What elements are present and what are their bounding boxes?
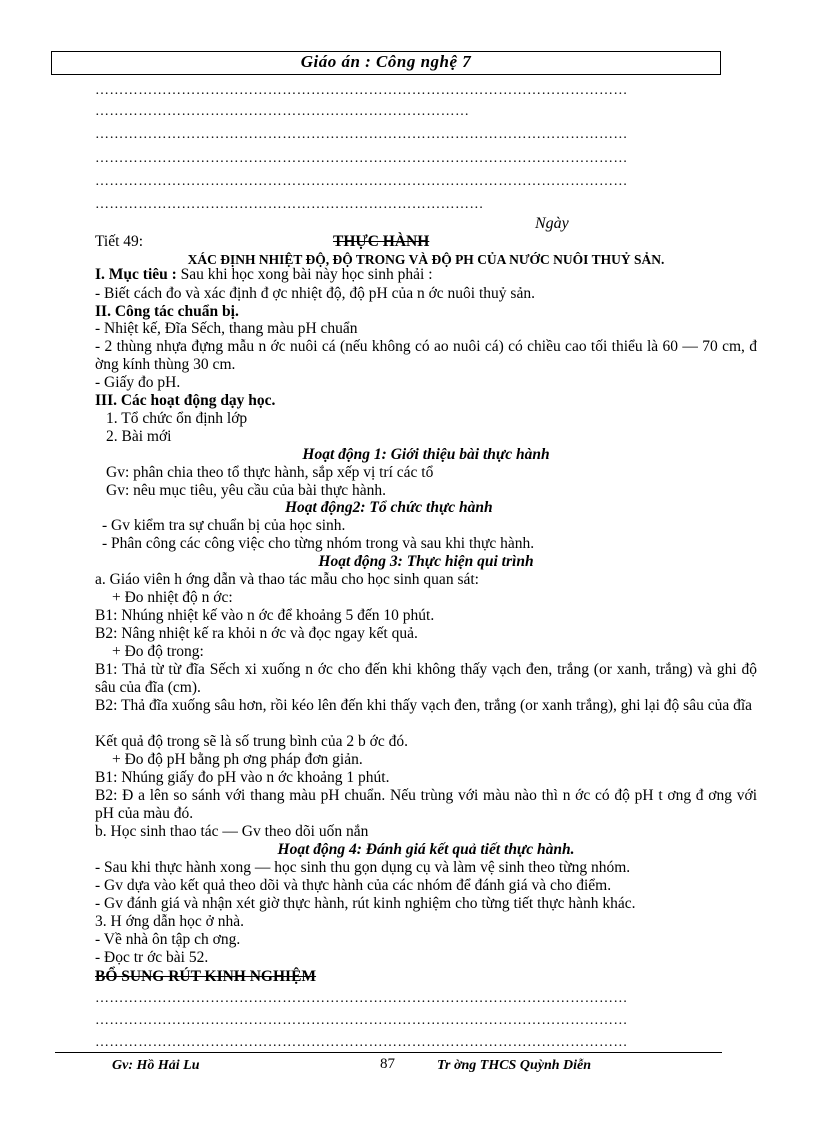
footer-rule (55, 1052, 722, 1053)
activity-4-item: - Đọc tr ớc bài 52. (95, 949, 209, 966)
footer-author: Gv: Hồ Hải Lu (112, 1058, 200, 1073)
section-1-title: I. Mục tiêu : (95, 266, 177, 283)
measure-heading: + Đo độ pH bằng ph ơng pháp đơn giản. (112, 751, 363, 768)
activity-2-item: - Phân công các công việc cho từng nhóm trong và sau khi thực hành. (102, 535, 535, 552)
activity-1-title: Hoạt động 1: Giới thiệu bài thực hành (302, 446, 550, 463)
activity-3-item: a. Giáo viên h ớng dẫn và thao tác mẫu cho học sinh quan sát: (95, 571, 479, 588)
measure-heading: + Đo nhiệt độ n ớc: (112, 589, 233, 606)
activity-3-item: B1: Thả từ từ đĩa Sếch xi xuống n ớc cho đến khi không thấy vạch đen, trắng (or xanh, trắng) và ghi độ sâu của đĩa (cm). (95, 661, 757, 696)
section-3-title: III. Các hoạt động dạy học. (95, 392, 276, 409)
activity-3-item: B2: Đ a lên so sánh với thang màu pH chuẩn. Nếu trùng với màu nào thì n ớc có độ pH t ơng đ ơng với pH của màu đó. (95, 787, 757, 822)
section-2-item: - Giấy đo pH. (95, 374, 181, 391)
section-2-title: II. Công tác chuẩn bị. (95, 303, 239, 320)
activity-1-item: Gv: nêu mục tiêu, yêu cầu của bài thực hành. (106, 482, 386, 499)
activity-3-item: B2: Nâng nhiệt kế ra khỏi n ớc và đọc ngay kết quả. (95, 625, 418, 642)
supplement-title: BỔ SUNG RÚT KINH NGHIỆM (95, 968, 317, 985)
step-item: 1. Tổ chức ổn định lớp (106, 410, 248, 427)
dotted-line: ………………………………………………………………………………………………… (95, 174, 628, 189)
dotted-line: ………………………………………………………………………………………………… (95, 127, 628, 142)
dotted-line: ………………………………………………………………………………………………… (95, 1035, 628, 1050)
activity-4-item: 3. H ớng dẫn học ở nhà. (95, 913, 244, 930)
dotted-line: ………………………………………………………………………………………………… (95, 151, 628, 166)
footer-school: Tr ờng THCS Quỳnh Diễn (437, 1058, 592, 1073)
activity-2-item: - Gv kiểm tra sự chuẩn bị của học sinh. (102, 517, 346, 534)
activity-3-item: B2: Thả đĩa xuống sâu hơn, rồi kéo lên đến khi thấy vạch đen, trắng (or xanh trắng), ghi lại độ sâu của đĩa (95, 697, 753, 714)
activity-4-item: - Gv đánh giá và nhận xét giờ thực hành, rút kinh nghiệm cho từng tiết thực hành khác. (95, 895, 636, 912)
page-number: 87 (380, 1056, 395, 1072)
section-2-item: - Nhiệt kế, Đĩa Sếch, thang màu pH chuẩn (95, 320, 358, 337)
dotted-line: ………………………………………………………………………………………………… (95, 83, 628, 98)
section-2-item: - 2 thùng nhựa đựng mẫu n ớc nuôi cá (nếu không có ao nuôi cá) có chiều cao tối thiểu là 60 — 70 cm, đ ờng kính thùng 30 cm. (95, 338, 757, 373)
dotted-line: ………………………………………………………………………………………………… (95, 1013, 628, 1028)
activity-2-title: Hoạt động2: Tổ chức thực hành (285, 499, 493, 516)
measure-heading: + Đo độ trong: (112, 643, 204, 660)
activity-3-title: Hoạt động 3: Thực hiện qui trình (318, 553, 534, 570)
section-1 (95, 266, 433, 284)
activity-4-item: - Sau khi thực hành xong — học sinh thu gọn dụng cụ và làm vệ sinh theo từng nhóm. (95, 859, 631, 876)
lesson-number: Tiết 49: (95, 233, 144, 250)
dotted-line: ……………………………………………………………………… (95, 197, 484, 212)
activity-4-title: Hoạt động 4: Đánh giá kết quả tiết thực hành. (277, 841, 575, 858)
activity-4-item: - Gv dựa vào kết quả theo dõi và thực hành của các nhóm để đánh giá và cho điểm. (95, 877, 612, 894)
step-item: 2. Bài mới (106, 428, 172, 445)
activity-3-item: B1: Nhúng nhiệt kế vào n ớc để khoảng 5 đến 10 phút. (95, 607, 435, 624)
dotted-line: ………………………………………………………………………………………………… (95, 991, 628, 1006)
activity-4-item: - Về nhà ôn tập ch ơng. (95, 931, 241, 948)
activity-1-item: Gv: phân chia theo tổ thực hành, sắp xếp vị trí các tổ (106, 464, 434, 481)
header-title: Giáo án : Công nghệ 7 (300, 52, 472, 71)
lesson-subtitle: XÁC ĐỊNH NHIỆT ĐỘ, ĐỘ TRONG VÀ ĐỘ PH CỦA NƯỚC NUÔI THUỶ SẢN. (187, 252, 665, 267)
activity-3-item: B1: Nhúng giấy đo pH vào n ớc khoảng 1 phút. (95, 769, 390, 786)
section-1-item: - Biết cách đo và xác định đ ợc nhiệt độ, độ pH của n ớc nuôi thuỷ sản. (95, 285, 535, 302)
date-label: Ngày (535, 215, 569, 232)
section-1-intro: Sau khi học xong bài này học sinh phải : (176, 266, 433, 283)
activity-3-item: b. Học sinh thao tác — Gv theo dõi uốn nắn (95, 823, 369, 840)
lesson-heading: THỰC HÀNH (333, 233, 430, 250)
activity-3-item: Kết quả độ trong sẽ là số trung bình của 2 b ớc đó. (95, 733, 408, 750)
dotted-line: …………………………………………………………………… (95, 104, 470, 119)
